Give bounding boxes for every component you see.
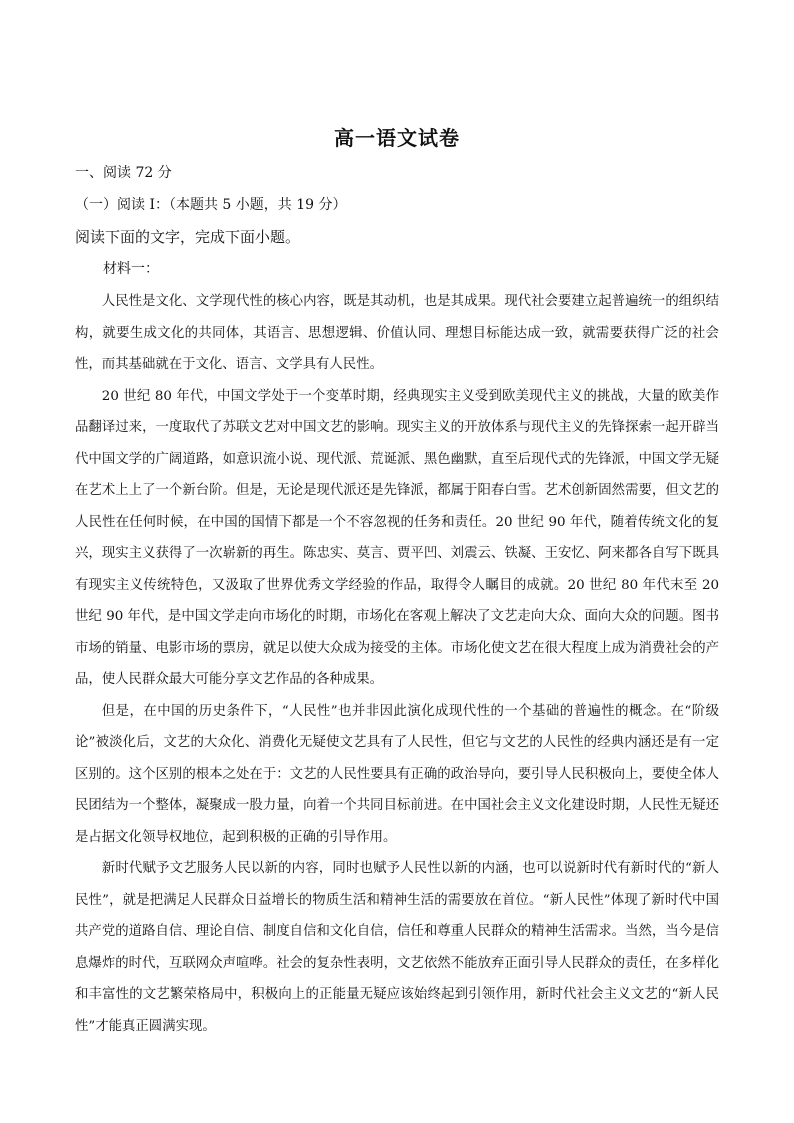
passage-paragraph: 人民性是文化、文学现代性的核心内容，既是其动机，也是其成果。现代社会要建立起普遍统一的组织结构，就要生成文化的共同体，其语言、思想逻辑、价值认同、理想目标能达成一致，就需要获得广泛的社会性，而其基础就在于文化、语言、文学具有人民性。 bbox=[75, 294, 719, 372]
passage-paragraph: 20 世纪 80 年代，中国文学处于一个变革时期，经典现实主义受到欧美现代主义的挑战，大量的欧美作品翻译过来，一度取代了苏联文艺对中国文艺的影响。现实主义的开放体系与现代主义的先锋探索一起开辟当代中国文学的广阔道路，如意识流小说、现代派、荒诞派、黑色幽默，直至后现代式的先锋派，中国文学无疑在艺术上上了一个新台阶。但是，无论是现代派还是先锋派，都属于阳春白雪。艺术创新固然需要，但文艺的人民性在任何时候，在中国的国情下都是一个不容忽视的任务和责任。20 世纪 90 年代，随着传统文化的复兴，现实主义获得了一次崭新的再生。陈忠实、莫言、贾平凹、刘震云、铁凝、王安忆、阿来都各自写下既具有现实主义传统特色，又汲取了世界优秀文学经验的作品，取得令人瞩目的成就。20 世纪 80 年代末至 20 世纪 90 年代，是中国文学走向市场化的时期，市场化在客观上解决了文艺走向大众、面向大众的问题。图书市场的销量、电影市场的票房，就足以使大众成为接受的主体。市场化使文艺在很大程度上成为消费社会的产品，使人民群众最大可能分享文艺作品的各种成果。 bbox=[75, 388, 719, 687]
section-heading: 一、阅读 72 分 bbox=[75, 165, 172, 181]
passage-paragraph: 但是，在中国的历史条件下，“人民性”也并非因此演化成现代性的一个基础的普遍性的概念。在“阶级论”被淡化后，文艺的大众化、消费化无疑使文艺具有了人民性，但它与文艺的人民性的经典内涵还是有一定区别的。这个区别的根本之处在于：文艺的人民性要具有正确的政治导向，要引导人民积极向上，要使全体人民团结为一个整体，凝聚成一股力量，向着一个共同目标前进。在中国社会主义文化建设时期，人民性无疑还是占据文化领导权地位，起到积极的正确的引导作用。 bbox=[75, 703, 719, 845]
reading-instruction: 阅读下面的文字，完成下面小题。 bbox=[75, 228, 301, 246]
passage-paragraph: 新时代赋予文艺服务人民以新的内容，同时也赋予人民性以新的内涵，也可以说新时代有新时代的“新人民性”，就是把满足人民群众日益增长的物质生活和精神生活的需要放在首位。“新人民性”体现了新时代中国共产党的道路自信、理论自信、制度自信和文化自信，信任和尊重人民群众的精神生活需求。当然，当今是信息爆炸的时代，互联网众声喧哗。社会的复杂性表明，文艺依然不能放弃正面引导人民群众的责任，在多样化和丰富性的文艺繁荣格局中，积极向上的正能量无疑应该始终起到引领作用，新时代社会主义文艺的“新人民性”才能真正圆满实现。 bbox=[75, 861, 719, 1034]
page-title: 高一语文试卷 bbox=[334, 126, 460, 150]
material-label: 材料一： bbox=[103, 261, 159, 277]
passage-body bbox=[75, 286, 719, 1042]
question-group-heading: （一）阅读 I：（本题共 5 小题，共 19 分） bbox=[75, 197, 347, 213]
